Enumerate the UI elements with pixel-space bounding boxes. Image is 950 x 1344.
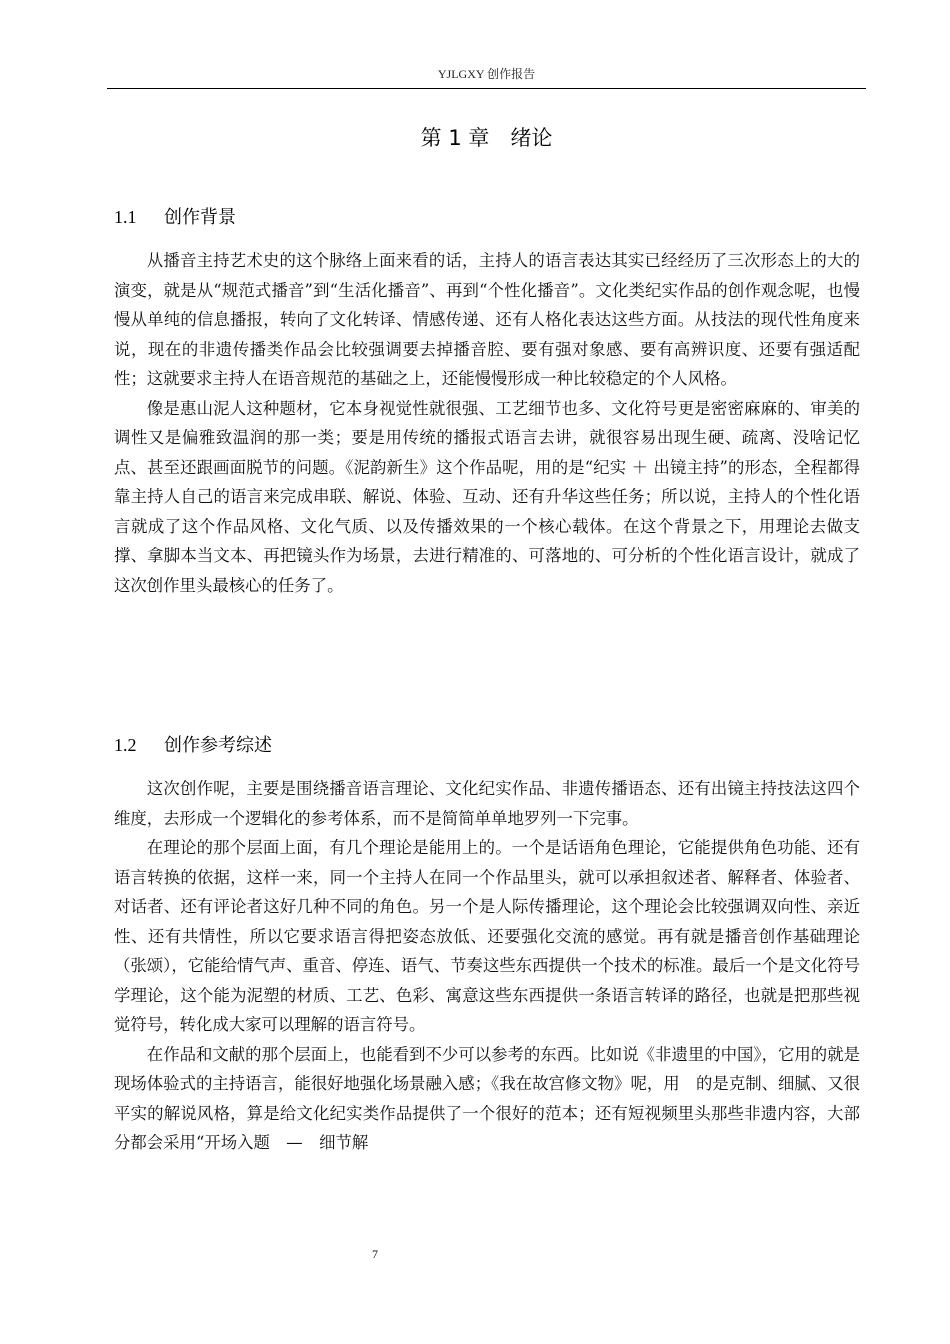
section-title: 创作参考综述 [164,735,272,756]
paragraph: 像是惠山泥人这种题材，它本身视觉性就很强、工艺细节也多、文化符号更是密密麻麻的、审美的调性又是偏雅致温润的那一类；要是用传统的播报式语言去讲，就很容易出现生硬、疏离、没啥记忆点、甚至还跟画面脱节的问题。《泥韵新生》这个作品呢，用的是“纪实 ＋ 出镜主持”的形态，全程都得靠主持人自己的语言来完成串联、解说、体验、互动、还有升华这些任务；所以说，主持人的个性化语言就成了这个作品风格、文化气质、以及传播效果的一个核心载体。在这个背景之下，用理论去做支撑、拿脚本当文本、再把镜头作为场景，去进行精准的、可落地的、可分析的个性化语言设计，就成了这次创作里头最核心的任务了。 [114,398,860,595]
section-title: 创作背景 [164,207,236,228]
section-body-1-1 [114,246,860,600]
chapter-title: 第 1 章 绪论 [420,126,553,150]
running-header: YJLGXY 创作报告 [437,67,536,81]
paragraph: 在理论的那个层面上面，有几个理论是能用上的。一个是话语角色理论，它能提供角色功能、还有语言转换的依据，这样一来，同一个主持人在同一个作品里头，就可以承担叙述者、解释者、体验者、对话者、还有评论者这好几种不同的角色。另一个是人际传播理论，这个理论会比较强调双向性、亲近性、还有共情性，所以它要求语言得把姿态放低、还要强化交流的感觉。再有就是播音创作基础理论（张颂），它能给情气声、重音、停连、语气、节奏这些东西提供一个技术的标准。最后一个是文化符号学理论，这个能为泥塑的材质、工艺、色彩、寓意这些东西提供一条语言转译的路径，也就是把那些视觉符号，转化成大家可以理解的语言符号。 [114,838,860,1034]
paragraph: 从播音主持艺术史的这个脉络上面来看的话，主持人的语言表达其实已经经历了三次形态上的大的演变，就是从“规范式播音”到“生活化播音”、再到“个性化播音”。文化类纪实作品的创作观念呢，也慢慢从单纯的信息播报，转向了文化转译、情感传递、还有人格化表达这些方面。从技法的现代性角度来说，现在的非遗传播类作品会比较强调要去掉播音腔、要有强对象感、要有高辨识度、还要有强适配性；这就要求主持人在语音规范的基础之上，还能慢慢形成一种比较稳定的个人风格。 [114,251,860,388]
section-heading-1-1 [114,203,236,232]
section-number: 1.2 [114,735,137,755]
paragraph: 在作品和文献的那个层面上，也能看到不少可以参考的东西。比如说《非遗里的中国》，它用的就是现场体验式的主持语言，能很好地强化场景融入感；《我在故宫修文物》呢，用 的是克制、细腻、又很平实的解说风格，算是给文化纪实类作品提供了一个很好的范本；还有短视频里头那些非遗内容，大部分都会采用“开场入题 — 细节解 [114,1044,860,1152]
page-number: 7 [372,1247,378,1261]
section-body-1-2 [114,774,860,1158]
header-divider [107,88,866,89]
paragraph: 这次创作呢，主要是围绕播音语言理论、文化纪实作品、非遗传播语态、还有出镜主持技法这四个维度，去形成一个逻辑化的参考体系，而不是简简单单地罗列一下完事。 [114,779,860,828]
section-number: 1.1 [114,207,137,227]
section-heading-1-2 [114,731,272,760]
